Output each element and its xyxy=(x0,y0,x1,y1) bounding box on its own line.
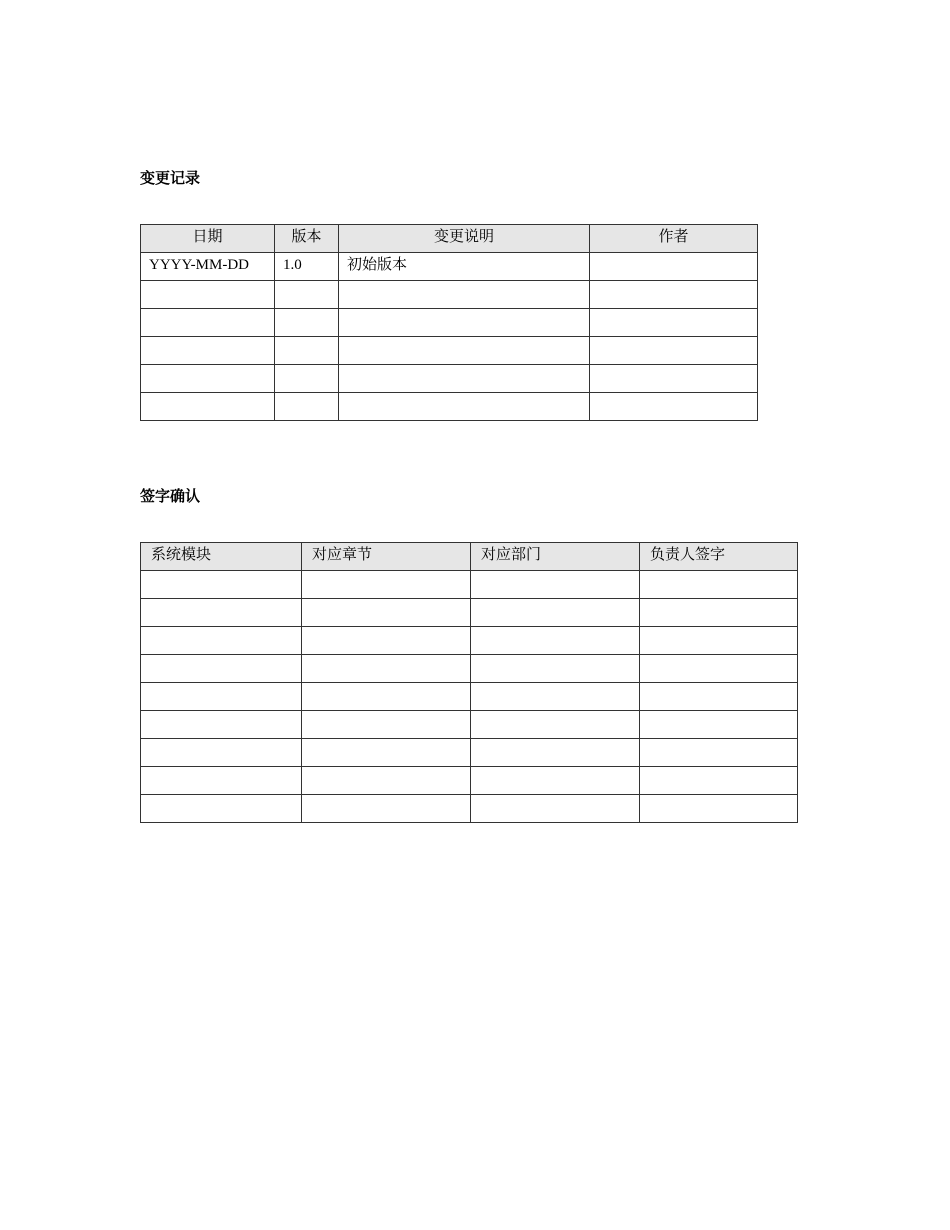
cell-signature[interactable] xyxy=(640,739,798,767)
cell-department[interactable] xyxy=(471,711,640,739)
change-record-header-row xyxy=(141,225,758,253)
column-header-date: 日期 xyxy=(141,225,275,253)
cell-author[interactable] xyxy=(590,309,758,337)
cell-department[interactable] xyxy=(471,795,640,823)
table-row xyxy=(141,571,798,599)
cell-chapter[interactable] xyxy=(302,711,471,739)
cell-department[interactable] xyxy=(471,767,640,795)
sign-confirm-table xyxy=(140,542,798,823)
cell-date[interactable] xyxy=(141,365,275,393)
cell-department[interactable] xyxy=(471,599,640,627)
cell-description[interactable] xyxy=(339,309,590,337)
cell-date[interactable] xyxy=(141,281,275,309)
table-row xyxy=(141,711,798,739)
cell-department[interactable] xyxy=(471,683,640,711)
cell-signature[interactable] xyxy=(640,683,798,711)
cell-department[interactable] xyxy=(471,571,640,599)
cell-signature[interactable] xyxy=(640,627,798,655)
cell-chapter[interactable] xyxy=(302,795,471,823)
cell-author[interactable] xyxy=(590,281,758,309)
cell-author[interactable] xyxy=(590,253,758,281)
table-row xyxy=(141,627,798,655)
cell-description[interactable]: 初始版本 xyxy=(339,253,590,281)
column-header-description: 变更说明 xyxy=(339,225,590,253)
table-row xyxy=(141,309,758,337)
column-header-version: 版本 xyxy=(275,225,339,253)
cell-signature[interactable] xyxy=(640,711,798,739)
cell-signature[interactable] xyxy=(640,795,798,823)
cell-module[interactable] xyxy=(141,767,302,795)
table-row xyxy=(141,683,798,711)
table-row xyxy=(141,393,758,421)
cell-chapter[interactable] xyxy=(302,627,471,655)
cell-version[interactable] xyxy=(275,281,339,309)
table-row xyxy=(141,253,758,281)
cell-module[interactable] xyxy=(141,627,302,655)
cell-date[interactable] xyxy=(141,393,275,421)
cell-module[interactable] xyxy=(141,571,302,599)
column-header-author: 作者 xyxy=(590,225,758,253)
table-row xyxy=(141,767,798,795)
cell-author[interactable] xyxy=(590,365,758,393)
cell-department[interactable] xyxy=(471,627,640,655)
column-header-department: 对应部门 xyxy=(471,543,640,571)
cell-description[interactable] xyxy=(339,393,590,421)
table-row xyxy=(141,795,798,823)
cell-date[interactable] xyxy=(141,309,275,337)
table-row xyxy=(141,655,798,683)
cell-chapter[interactable] xyxy=(302,655,471,683)
cell-description[interactable] xyxy=(339,365,590,393)
change-record-title: 变更记录 xyxy=(140,170,201,187)
cell-signature[interactable] xyxy=(640,599,798,627)
cell-signature[interactable] xyxy=(640,655,798,683)
cell-signature[interactable] xyxy=(640,571,798,599)
cell-description[interactable] xyxy=(339,281,590,309)
cell-department[interactable] xyxy=(471,739,640,767)
cell-version[interactable] xyxy=(275,337,339,365)
cell-module[interactable] xyxy=(141,795,302,823)
table-row xyxy=(141,599,798,627)
cell-module[interactable] xyxy=(141,711,302,739)
cell-module[interactable] xyxy=(141,739,302,767)
cell-author[interactable] xyxy=(590,337,758,365)
column-header-signature: 负责人签字 xyxy=(640,543,798,571)
cell-description[interactable] xyxy=(339,337,590,365)
table-row xyxy=(141,365,758,393)
cell-chapter[interactable] xyxy=(302,683,471,711)
change-record-table xyxy=(140,224,758,421)
table-row xyxy=(141,281,758,309)
cell-date[interactable] xyxy=(141,337,275,365)
table-row xyxy=(141,337,758,365)
cell-department[interactable] xyxy=(471,655,640,683)
cell-date[interactable]: YYYY-MM-DD xyxy=(141,253,275,281)
sign-confirm-title: 签字确认 xyxy=(140,488,201,505)
cell-module[interactable] xyxy=(141,683,302,711)
cell-chapter[interactable] xyxy=(302,767,471,795)
cell-version[interactable]: 1.0 xyxy=(275,253,339,281)
cell-chapter[interactable] xyxy=(302,739,471,767)
cell-chapter[interactable] xyxy=(302,599,471,627)
sign-confirm-header-row xyxy=(141,543,798,571)
cell-chapter[interactable] xyxy=(302,571,471,599)
cell-author[interactable] xyxy=(590,393,758,421)
cell-module[interactable] xyxy=(141,599,302,627)
cell-version[interactable] xyxy=(275,393,339,421)
cell-version[interactable] xyxy=(275,365,339,393)
table-row xyxy=(141,739,798,767)
cell-signature[interactable] xyxy=(640,767,798,795)
column-header-module: 系统模块 xyxy=(141,543,302,571)
cell-version[interactable] xyxy=(275,309,339,337)
column-header-chapter: 对应章节 xyxy=(302,543,471,571)
cell-module[interactable] xyxy=(141,655,302,683)
